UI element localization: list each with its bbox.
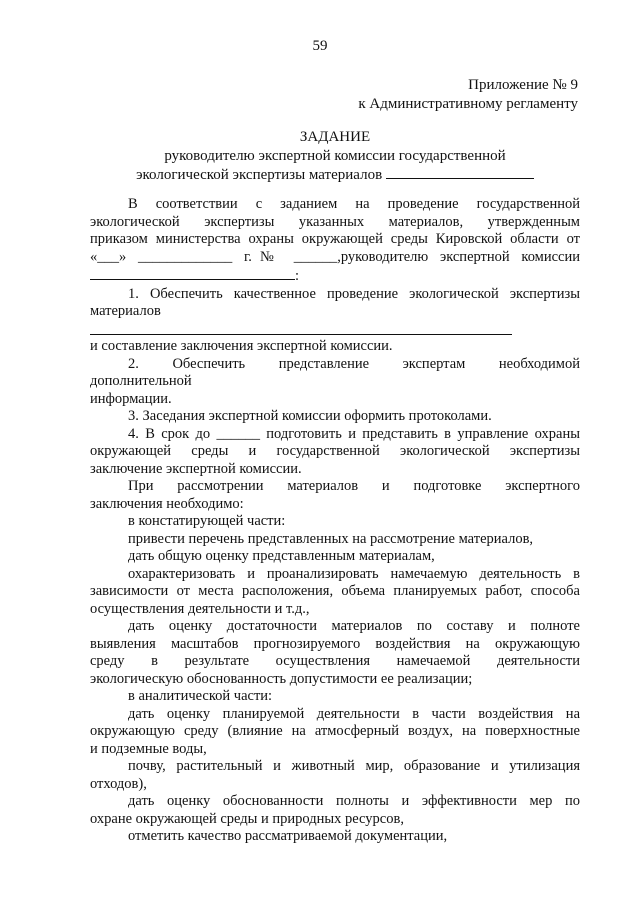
order-details-line: «___» _____________ г.№ ______,руководителю экспертной комиссии xyxy=(90,248,581,265)
chairman-name-blank xyxy=(90,266,295,280)
paragraph-line: и подземные воды, xyxy=(90,740,207,757)
document-heading: ЗАДАНИЕ xyxy=(299,129,371,145)
paragraph-line: дать оценку достаточности материалов по составу и полноте xyxy=(128,618,580,634)
appendix-reference: к Административному регламенту xyxy=(358,96,578,112)
paragraph-line: охране окружающей среды и природных ресурсов, xyxy=(90,810,404,827)
paragraph-line: окружающую среду (влияние на атмосферный воздух, на поверхностные xyxy=(90,723,580,739)
page-number: 59 xyxy=(312,38,328,54)
item-4-line: заключение экспертной комиссии. xyxy=(90,460,302,477)
item-4-line: окружающей среды и государственной экологической экспертизы xyxy=(90,443,580,459)
item-3-line: 3. Заседания экспертной комиссии оформить протоколами. xyxy=(128,408,492,424)
title-line-2: экологической экспертизы материалов xyxy=(90,165,580,185)
paragraph-line: охарактеризовать и проанализировать намечаемую деятельность в xyxy=(128,565,580,582)
appendix-header xyxy=(358,76,578,114)
paragraph-line: В соответствии с заданием на проведение государственной xyxy=(128,196,580,212)
paragraph-line: заключения необходимо: xyxy=(90,495,244,512)
paragraph-line: приказом министерства охраны окружающей среды Кировской области от xyxy=(90,231,580,247)
paragraph-line: осуществления деятельности и т.д., xyxy=(90,600,310,617)
section-heading-analysis: в аналитической части: xyxy=(128,688,273,704)
item-2-line: дополнительной xyxy=(90,373,192,389)
paragraph-line: При рассмотрении материалов и подготовке экспертного xyxy=(128,478,580,494)
section-heading-statement: в констатирующей части: xyxy=(128,513,286,529)
paragraph-line: дать оценку планируемой деятельности в части воздействия на xyxy=(128,705,580,722)
paragraph-line: отметить качество рассматриваемой документации, xyxy=(128,828,448,844)
document-body xyxy=(90,196,580,846)
chairman-blank-line: : xyxy=(90,266,580,286)
paragraph-line: экологической экспертизы указанных материалов, утвержденным xyxy=(90,213,580,230)
item-1-line: материалов xyxy=(90,303,161,319)
item-4-line: 4. В срок до ______ подготовить и представить в управление охраны xyxy=(128,425,580,442)
item-2-line: информации. xyxy=(90,390,172,407)
paragraph-line: выявления масштабов прогнозируемого воздействия на окружающую xyxy=(90,635,580,652)
paragraph-line: почву, растительный и животный мир, образование и утилизация xyxy=(128,758,580,774)
paragraph-line: отходов), xyxy=(90,775,147,792)
item-2-line: 2. Обеспечить представление экспертам необходимой xyxy=(128,355,580,372)
document-title-block xyxy=(90,128,580,185)
paragraph-line: среду в результате осуществления намечаемой деятельности xyxy=(90,653,580,669)
item-1-line: 1. Обеспечить качественное проведение экологической экспертизы xyxy=(128,285,580,302)
paragraph-line: привести перечень представленных на рассмотрение материалов, xyxy=(128,530,534,547)
appendix-number: Приложение № 9 xyxy=(468,77,578,93)
paragraph-line: дать оценку обоснованности полноты и эффективности мер по xyxy=(128,793,580,809)
item-1-line: и составление заключения экспертной комиссии. xyxy=(90,338,393,354)
materials-blank-line xyxy=(90,321,580,339)
paragraph-line: зависимости от места расположения, объема планируемых работ, способа xyxy=(90,583,580,599)
paragraph-line: экологическую обоснованность допустимости ее реализации; xyxy=(90,670,473,687)
materials-blank xyxy=(386,165,534,179)
paragraph-line: дать общую оценку представленным материалам, xyxy=(128,548,435,564)
title-line-1: руководителю экспертной комиссии государственной xyxy=(164,147,506,164)
